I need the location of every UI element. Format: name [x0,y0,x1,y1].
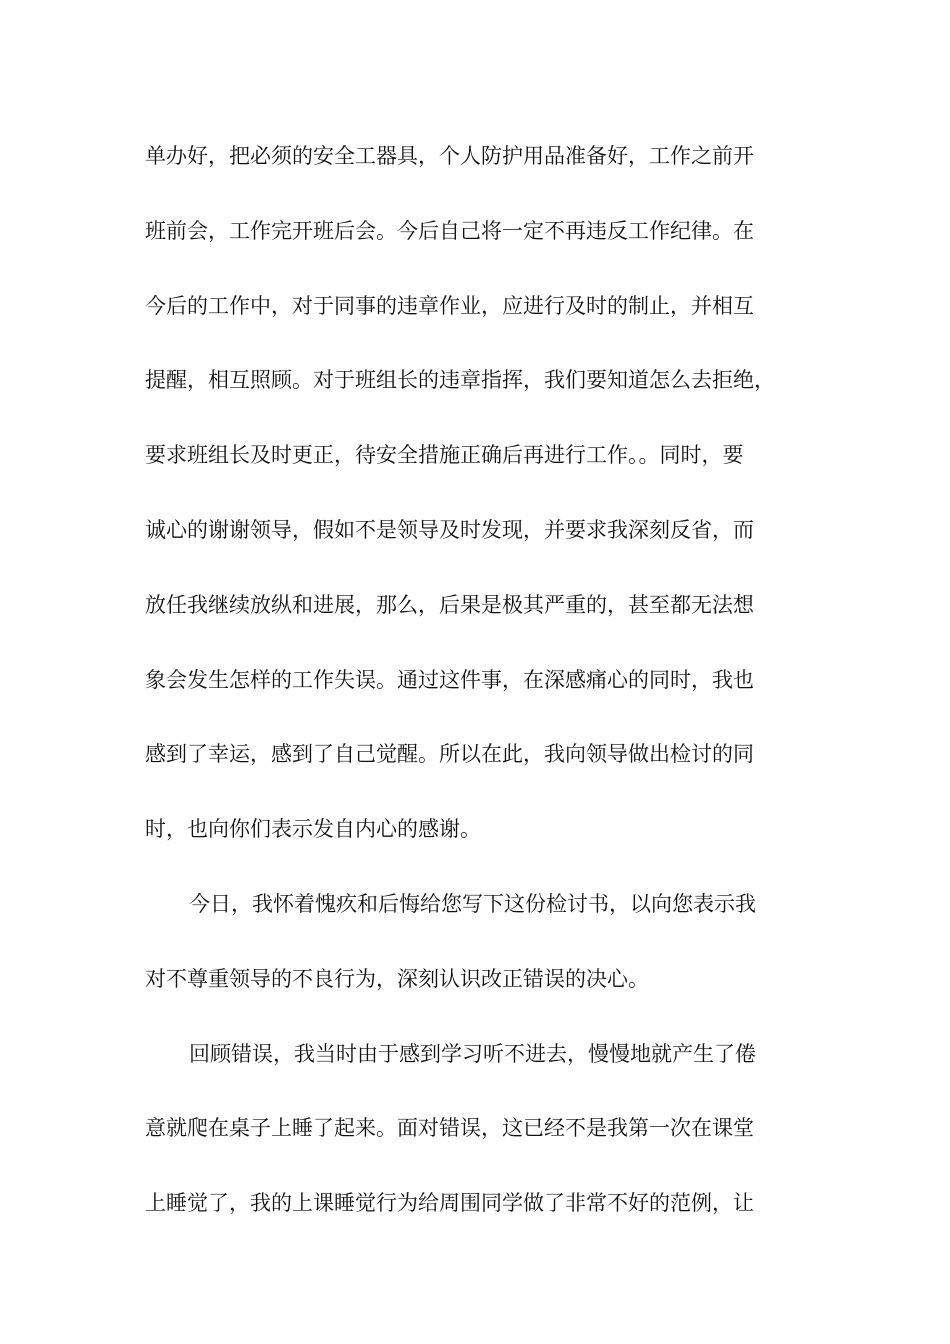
text-line: 上睡觉了，我的上课睡觉行为给周围同学做了非常不好的范例，让 [145,1191,754,1216]
text-line: 要求班组长及时更正，待安全措施正确后再进行工作。。同时，要 [145,443,744,468]
text-line: 班前会，工作完开班后会。今后自己将一定不再违反工作纪律。在 [145,218,754,243]
text-line: 诚心的谢谢领导，假如不是领导及时发现，并要求我深刻反省，而 [145,517,754,542]
text-line: 对不尊重领导的不良行为，深刻认识改正错误的决心。 [145,966,649,991]
text-line: 提醒，相互照顾。对于班组长的违章指挥，我们要知道怎么去拒绝， [145,368,775,393]
text-line: 意就爬在桌子上睡了起来。面对错误，这已经不是我第一次在课堂 [145,1116,754,1141]
text-line: 感到了幸运，感到了自己觉醒。所以在此，我向领导做出检讨的同 [145,742,754,767]
document-body [145,134,810,1256]
text-line: 时，也向你们表示发自内心的感谢。 [145,817,481,842]
text-line: 象会发生怎样的工作失误。通过这件事，在深感痛心的同时，我也 [145,667,754,692]
paragraph-start-line: 今日，我怀着愧疚和后悔给您写下这份检讨书，以向您表示我 [189,891,756,916]
text-line: 今后的工作中，对于同事的违章作业，应进行及时的制止，并相互 [145,293,754,318]
text-line: 放任我继续放纵和进展，那么，后果是极其严重的，甚至都无法想 [145,592,754,617]
text-line: 单办好，把必须的安全工器具，个人防护用品准备好，工作之前开 [145,144,754,168]
paragraph-start-line: 回顾错误，我当时由于感到学习听不进去，慢慢地就产生了倦 [189,1041,756,1066]
